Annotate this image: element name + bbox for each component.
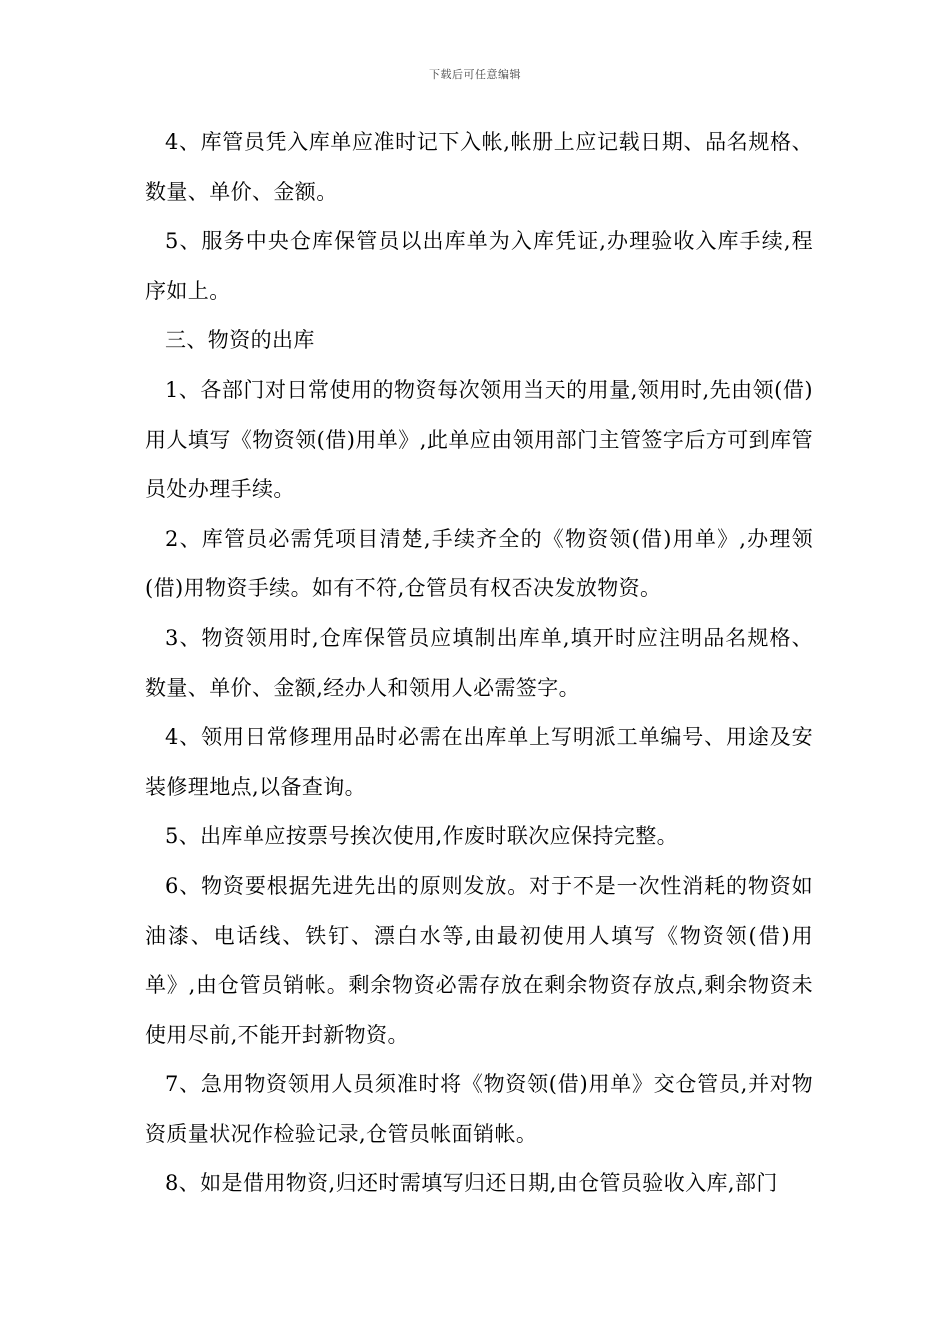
paragraph-inbound-5: 5、服务中央仓库保管员以出库单为入库凭证,办理验收入库手续,程序如上。 — [145, 229, 813, 303]
paragraph-outbound-1: 1、各部门对日常使用的物资每次领用当天的用量,领用时,先由领(借)用人填写《物资领(借)用单》,此单应由领用部门主管签字后方可到库管员处办理手续。 — [145, 377, 813, 502]
paragraph-inbound-4: 4、库管员凭入库单应准时记下入帐,帐册上应记载日期、品名规格、数量、单价、金额。 — [145, 130, 813, 204]
section-heading-outbound: 三、物资的出库 — [165, 328, 315, 353]
paragraph-outbound-7: 7、急用物资领用人员须准时将《物资领(借)用单》交仓管员,并对物资质量状况作检验记录,仓管员帐面销帐。 — [145, 1072, 813, 1146]
paragraph-outbound-3: 3、物资领用时,仓库保管员应填制出库单,填开时应注明品名规格、数量、单价、金额,经办人和领用人必需签字。 — [145, 625, 813, 700]
paragraph-outbound-8: 8、如是借用物资,归还时需填写归还日期,由仓管员验收入库,部门 — [165, 1171, 778, 1196]
paragraph-outbound-2: 2、库管员必需凭项目清楚,手续齐全的《物资领(借)用单》,办理领(借)用物资手续。如有不符,仓管员有权否决发放物资。 — [145, 526, 813, 601]
document-body — [145, 118, 813, 1209]
paragraph-outbound-5: 5、出库单应按票号挨次使用,作废时联次应保持完整。 — [165, 824, 679, 849]
paragraph-outbound-4: 4、领用日常修理用品时必需在出库单上写明派工单编号、用途及安装修理地点,以备查询。 — [145, 725, 813, 799]
paragraph-outbound-6: 6、物资要根据先进先出的原则发放。对于不是一次性消耗的物资如油漆、电话线、铁钉、漂白水等,由最初使用人填写《物资领(借)用单》,由仓管员销帐。剩余物资必需存放在剩余物资存放点,剩余物资未使用尽前,不能开封新物资。 — [145, 873, 813, 1047]
page-header: 下载后可任意编辑 — [429, 68, 521, 81]
